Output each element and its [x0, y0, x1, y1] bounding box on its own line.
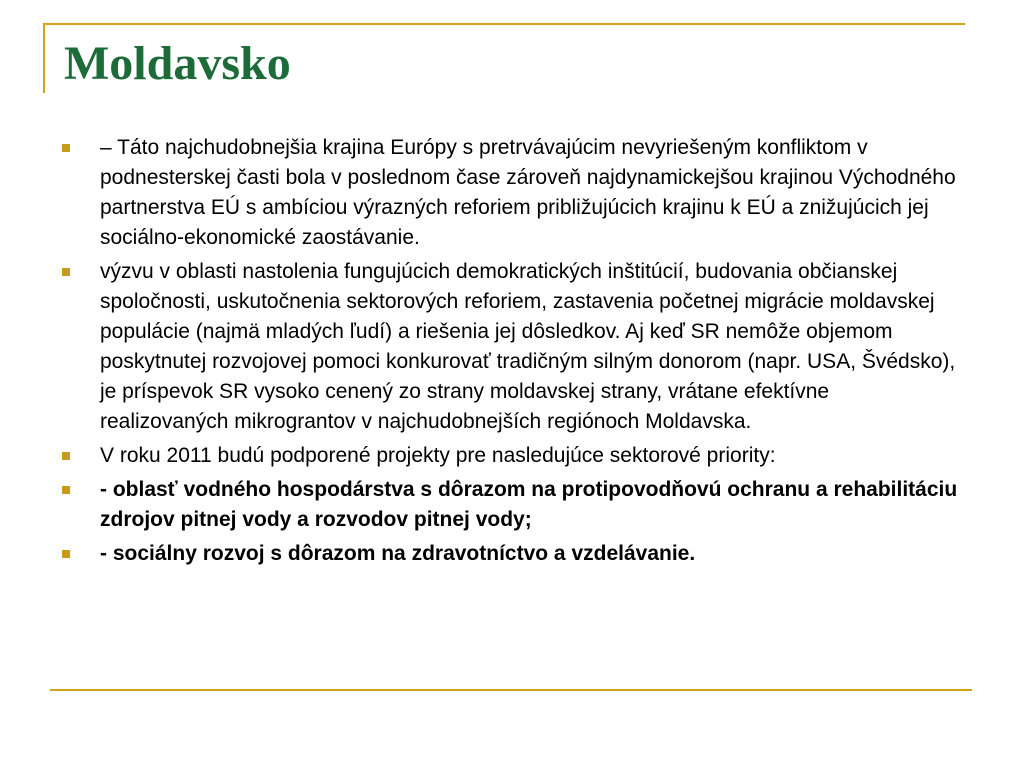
bullet-text: výzvu v oblasti nastolenia fungujúcich demokratických inštitúcií, budovania občianskej spoločnosti, uskutočnenia sektorových reforiem, zastavenia početnej migrácie moldavskej populácie (najmä mladých ľudí) a riešenia jej dôsledkov. Aj keď SR nemôže objemom poskytnutej rozvojovej pomoci konkurovať tradičným silným donorom (napr. USA, Švédsko), je príspevok SR vysoko cenený zo strany moldavskej strany, vrátane efektívne realizovaných mikrograntov v najchudobnejších regiónoch Moldavska.	[100, 260, 956, 433]
top-border-line	[43, 23, 965, 25]
bullet-text: - sociálny rozvoj s dôrazom na zdravotníctvo a vzdelávanie.	[100, 542, 696, 565]
bullet-text: - oblasť vodného hospodárstva s dôrazom na protipovodňovú ochranu a rehabilitáciu zdrojov pitnej vody a rozvodov pitnej vody;	[100, 478, 958, 531]
square-bullet-icon	[62, 268, 70, 276]
slide-title: Moldavsko	[64, 37, 291, 90]
left-border-line	[43, 23, 45, 93]
bullet-item	[62, 475, 962, 535]
bullet-text: V roku 2011 budú podporené projekty pre nasledujúce sektorové priority:	[100, 444, 776, 467]
square-bullet-icon	[62, 452, 70, 460]
square-bullet-icon	[62, 486, 70, 494]
bullet-item	[62, 539, 962, 569]
bullet-item	[62, 133, 962, 253]
bullet-list	[62, 133, 962, 573]
square-bullet-icon	[62, 550, 70, 558]
bottom-border-line	[50, 689, 972, 691]
square-bullet-icon	[62, 144, 70, 152]
bullet-item	[62, 441, 962, 471]
bullet-item	[62, 257, 962, 437]
bullet-text: – Táto najchudobnejšia krajina Európy s pretrvávajúcim nevyriešeným konfliktom v podnesterskej časti bola v poslednom čase zároveň najdynamickejšou krajinou Východného partnerstva EÚ s ambíciou výrazných reforiem približujúcich krajinu k EÚ a znižujúcich jej sociálno-ekonomické zaostávanie.	[100, 136, 956, 249]
